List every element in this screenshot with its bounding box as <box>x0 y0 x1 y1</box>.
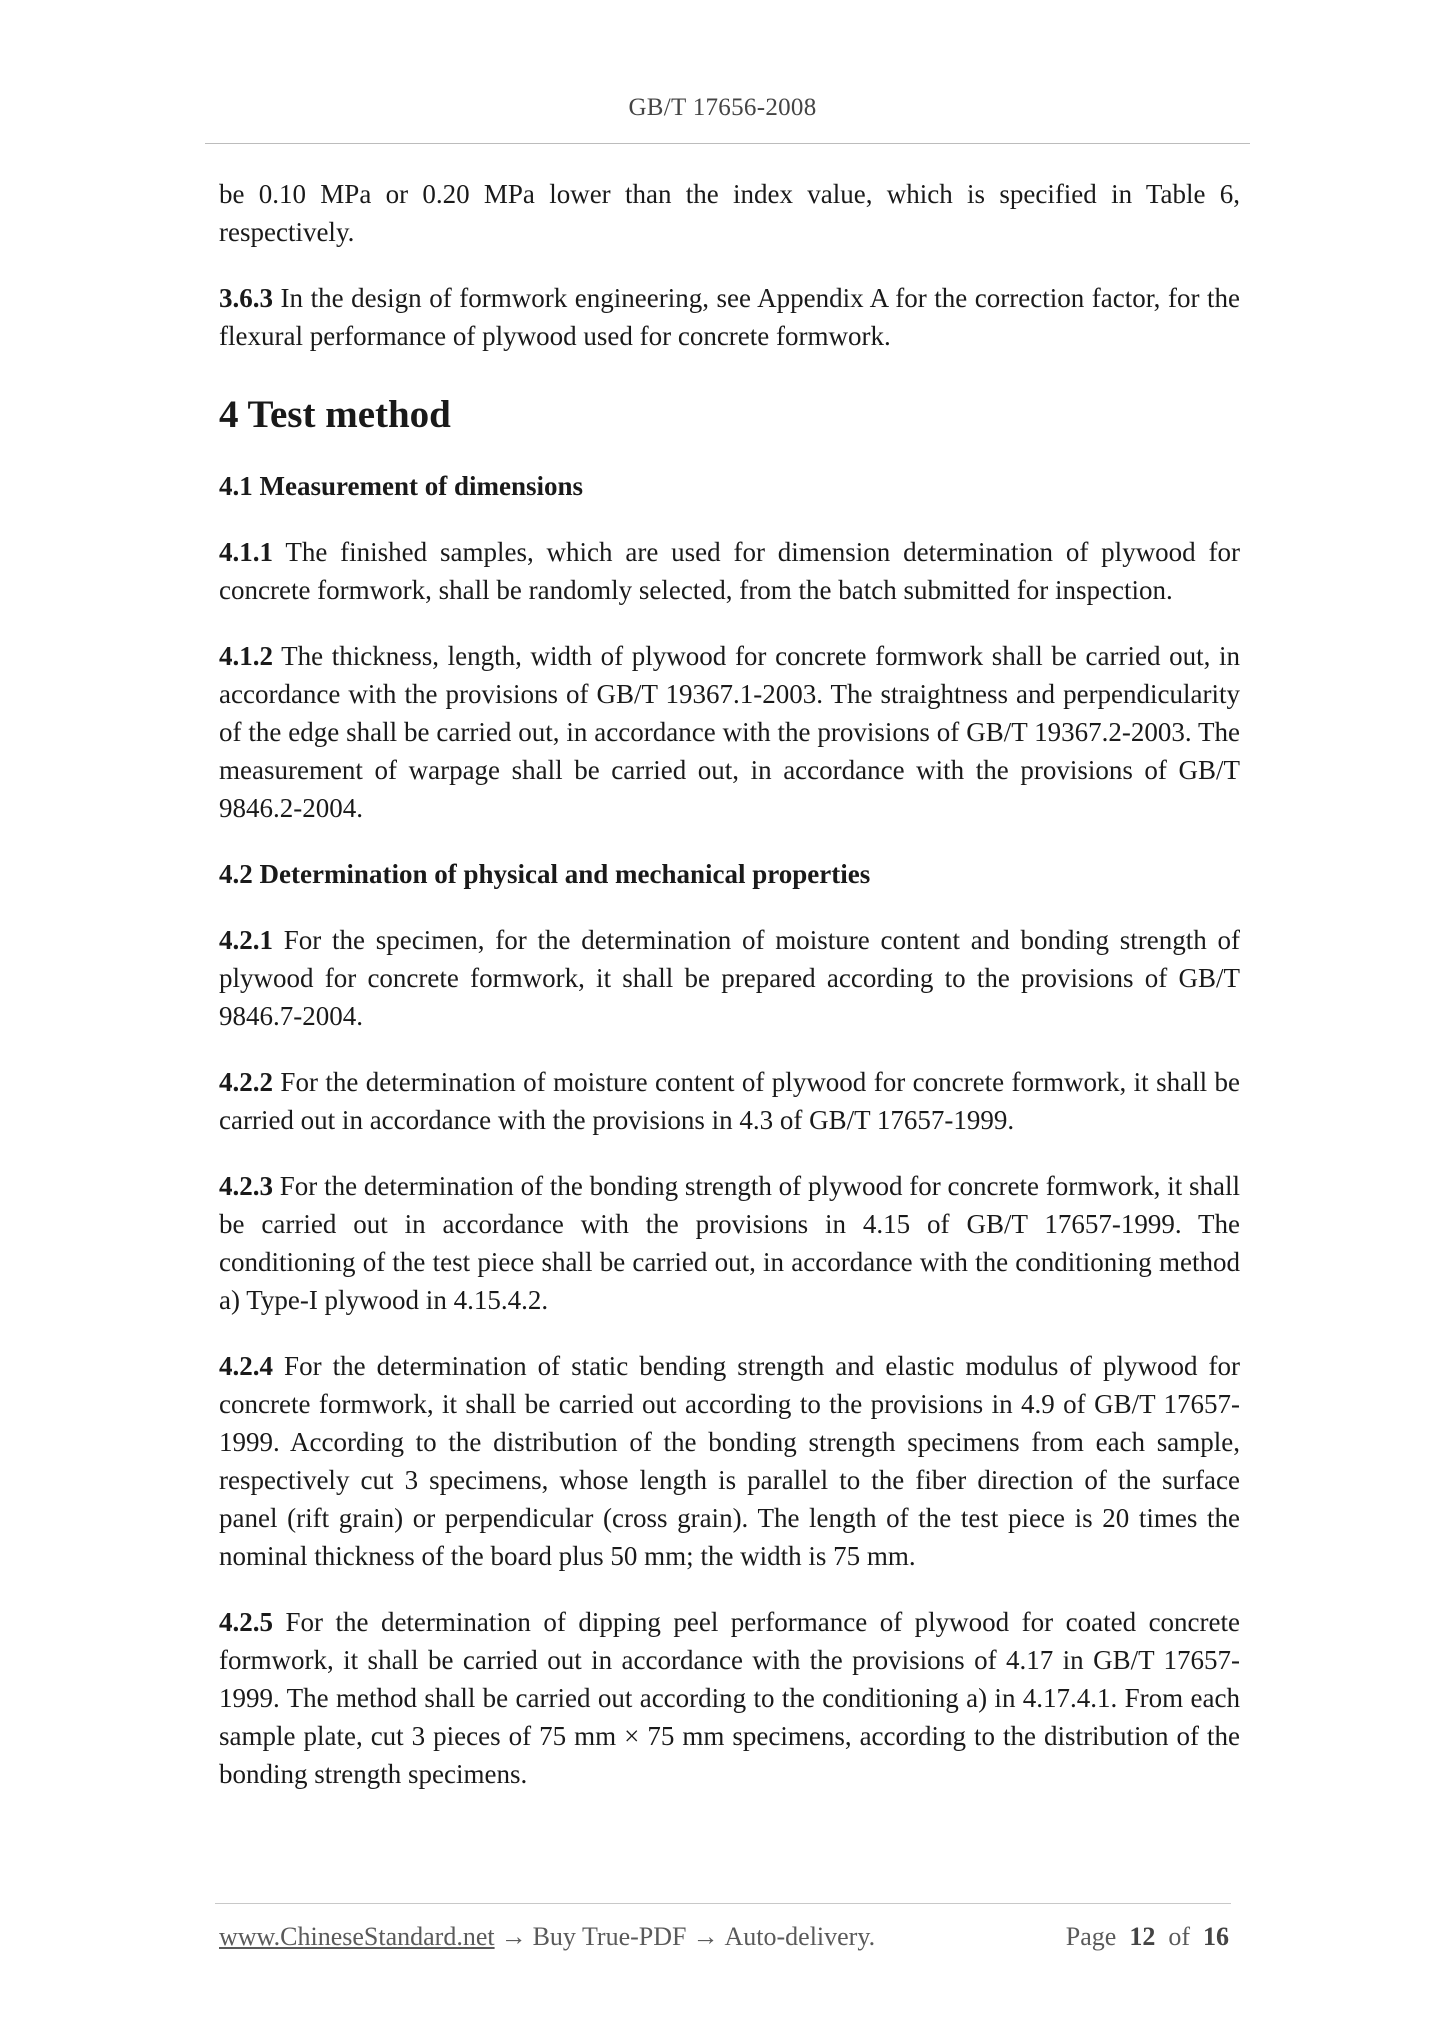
clause-number: 4.2.5 <box>219 1607 273 1637</box>
clause-number: 4.1.1 <box>219 537 273 567</box>
page-footer <box>219 1922 1229 1952</box>
subsection-heading-4-1: 4.1 Measurement of dimensions <box>219 471 583 501</box>
header-divider <box>205 143 1250 144</box>
clause-number: 4.2.2 <box>219 1067 273 1097</box>
clause-number: 4.2.1 <box>219 925 273 955</box>
paragraph-4-1-1 <box>219 533 1240 609</box>
page-number-indicator <box>1066 1922 1229 1952</box>
paragraph-3-6-3 <box>219 279 1240 355</box>
arrow-right-icon: → <box>692 1922 719 1951</box>
section-heading-4: 4 Test method <box>219 393 451 436</box>
paragraph-4-1-2 <box>219 637 1240 827</box>
paragraph-4-2-2 <box>219 1063 1240 1139</box>
paragraph-text: For the specimen, for the determination of moisture content and bonding strength of plywood for concrete formwork, it shall be prepared according to the provisions of GB/T 9846.7-2004. <box>219 925 1240 1031</box>
paragraph-text: For the determination of static bending strength and elastic modulus of plywood for concrete formwork, it shall be carried out according to the provisions in 4.9 of GB/T 17657-1999. According to the distribution of the bonding strength specimens from each sample, respectively cut 3 specimens, whose length is parallel to the fiber direction of the surface panel (rift grain) or perpendicular (cross grain). The length of the test piece is 20 times the nominal thickness of the board plus 50 mm; the width is 75 mm. <box>219 1351 1240 1571</box>
total-pages-number: 16 <box>1203 1922 1229 1951</box>
arrow-right-icon: → <box>500 1922 527 1951</box>
website-link[interactable]: www.ChineseStandard.net <box>219 1922 495 1951</box>
paragraph-text: In the design of formwork engineering, see Appendix A for the correction factor, for the flexural performance of plywood used for concrete formwork. <box>219 283 1240 351</box>
buy-text: Buy True-PDF <box>532 1922 687 1951</box>
paragraph-text: For the determination of the bonding strength of plywood for concrete formwork, it shall be carried out in accordance with the provisions in 4.15 of GB/T 17657-1999. The conditioning of the test piece shall be carried out, in accordance with the conditioning method a) Type-I plywood in 4.15.4.2. <box>219 1171 1240 1315</box>
of-word: of <box>1168 1922 1190 1951</box>
delivery-text: Auto-delivery. <box>724 1922 876 1951</box>
paragraph-text: The thickness, length, width of plywood for concrete formwork shall be carried out, in accordance with the provisions of GB/T 19367.1-2003. The straightness and perpendicularity of the edge shall be carried out, in accordance with the provisions of GB/T 19367.2-2003. The measurement of warpage shall be carried out, in accordance with the provisions of GB/T 9846.2-2004. <box>219 641 1240 823</box>
paragraph-text: The finished samples, which are used for dimension determination of plywood for concrete formwork, shall be randomly selected, from the batch submitted for inspection. <box>219 537 1240 605</box>
paragraph-4-2-1 <box>219 921 1240 1035</box>
paragraph-4-2-4 <box>219 1347 1240 1575</box>
subsection-heading-4-2: 4.2 Determination of physical and mechanical properties <box>219 859 871 889</box>
paragraph-continuation <box>219 175 1240 251</box>
clause-number: 3.6.3 <box>219 283 273 313</box>
page-word: Page <box>1065 1922 1117 1951</box>
clause-number: 4.1.2 <box>219 641 273 671</box>
paragraph-4-2-5 <box>219 1603 1240 1793</box>
clause-number: 4.2.3 <box>219 1171 273 1201</box>
footer-promo <box>219 1922 875 1952</box>
page-content <box>219 175 1240 1821</box>
paragraph-4-2-3 <box>219 1167 1240 1319</box>
current-page-number: 12 <box>1129 1922 1156 1951</box>
footer-divider <box>215 1903 1231 1904</box>
paragraph-text: For the determination of moisture content of plywood for concrete formwork, it shall be carried out in accordance with the provisions in 4.3 of GB/T 17657-1999. <box>219 1067 1240 1135</box>
paragraph-text: For the determination of dipping peel performance of plywood for coated concrete formwork, it shall be carried out in accordance with the provisions of 4.17 in GB/T 17657-1999. The method shall be carried out according to the conditioning a) in 4.17.4.1. From each sample plate, cut 3 pieces of 75 mm × 75 mm specimens, according to the distribution of the bonding strength specimens. <box>219 1607 1240 1789</box>
clause-number: 4.2.4 <box>219 1351 273 1381</box>
page-header-title: GB/T 17656-2008 <box>628 94 817 121</box>
paragraph-text: be 0.10 MPa or 0.20 MPa lower than the index value, which is specified in Table 6, respectively. <box>219 179 1240 247</box>
